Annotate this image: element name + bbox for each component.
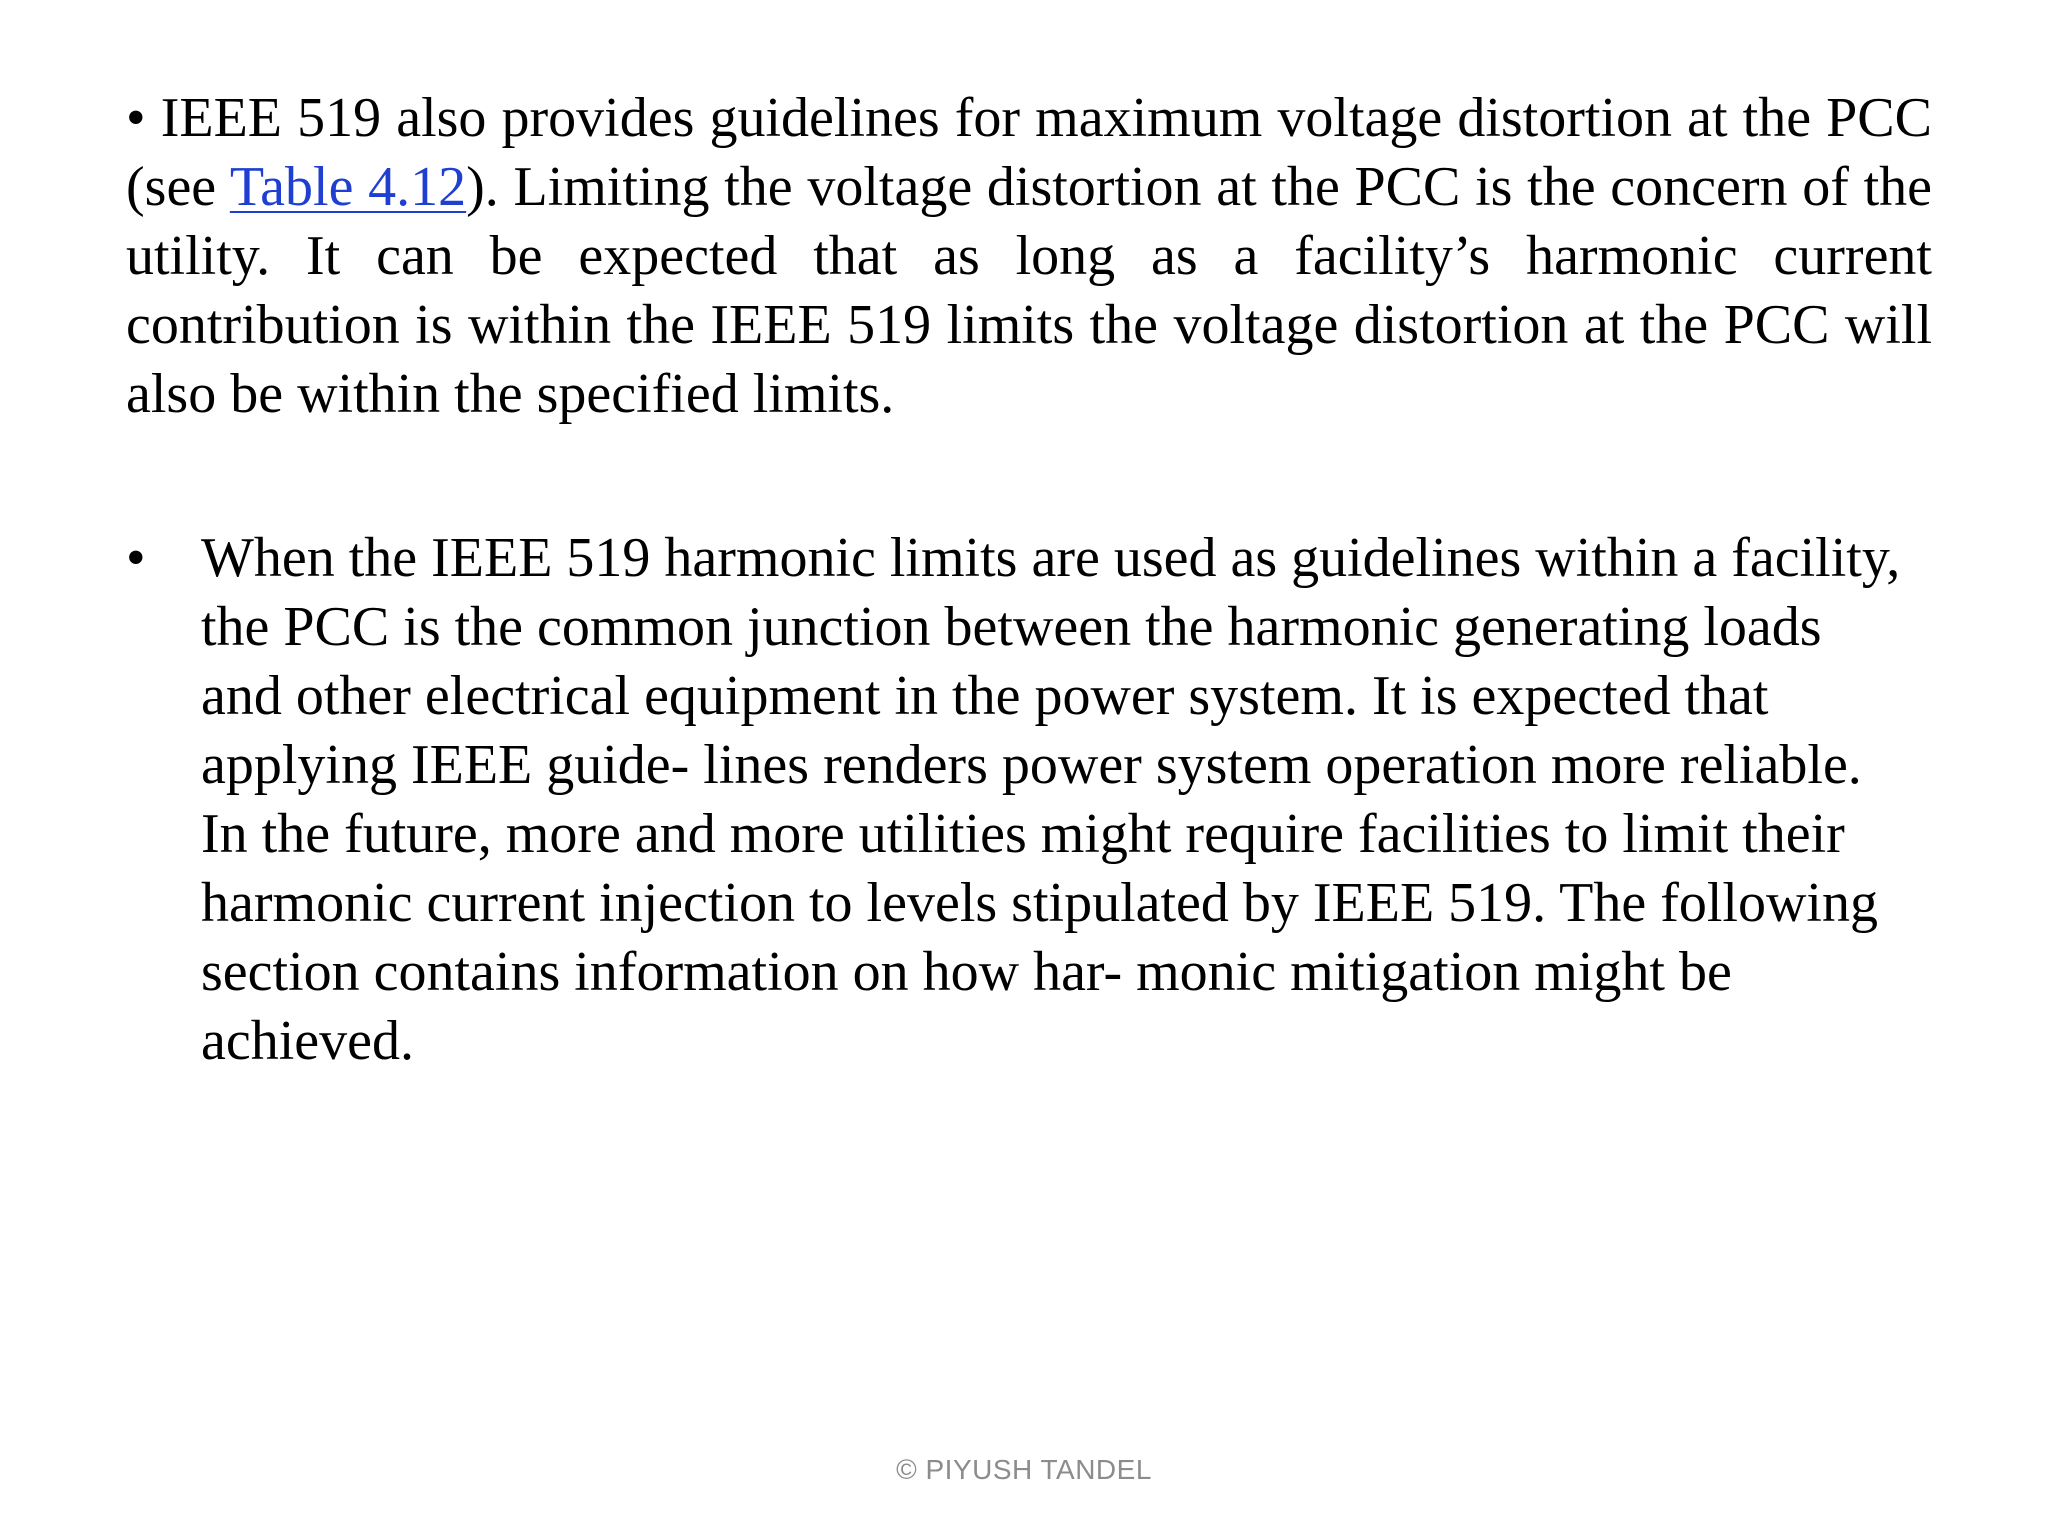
bullet-2-line: the PCC is the common junction between the harmonic generating loads bbox=[201, 596, 1822, 658]
bullet-2-line: achieved. bbox=[201, 1010, 414, 1072]
table-4-12-link[interactable]: Table 4.12 bbox=[229, 156, 467, 218]
bullet-2-line: and other electrical equipment in the power system. It is expected that bbox=[201, 665, 1769, 727]
copyright-footer: © PIYUSH TANDEL bbox=[896, 1454, 1152, 1485]
bullet-1-text-before-link: IEEE 519 also provides guidelines for maximum voltage distortion at the PCC (see bbox=[126, 87, 1932, 218]
bullet-paragraph-1 bbox=[126, 84, 1932, 429]
bullet-marker: • bbox=[126, 87, 146, 149]
bullet-paragraph-2 bbox=[126, 524, 1936, 1076]
bullet-2-line: section contains information on how har- monic mitigation might be bbox=[201, 941, 1732, 1003]
bullet-1-text-after-link: ). Limiting the voltage distortion at the PCC is the concern of the utility. It can be expected that as long as a facility’s harmonic current contribution is within the IEEE 519 limits the voltage distortion at the PCC will also be within the specified limits. bbox=[126, 156, 1932, 425]
bullet-2-line: applying IEEE guide- lines renders power system operation more reliable. bbox=[201, 734, 1862, 796]
bullet-marker: • bbox=[126, 527, 146, 589]
bullet-2-text bbox=[201, 524, 1936, 1076]
bullet-2-line: In the future, more and more utilities might require facilities to limit their bbox=[201, 803, 1845, 865]
bullet-2-line: harmonic current injection to levels stipulated by IEEE 519. The following bbox=[201, 872, 1878, 934]
bullet-2-line: When the IEEE 519 harmonic limits are used as guidelines within a facility, bbox=[201, 527, 1901, 589]
